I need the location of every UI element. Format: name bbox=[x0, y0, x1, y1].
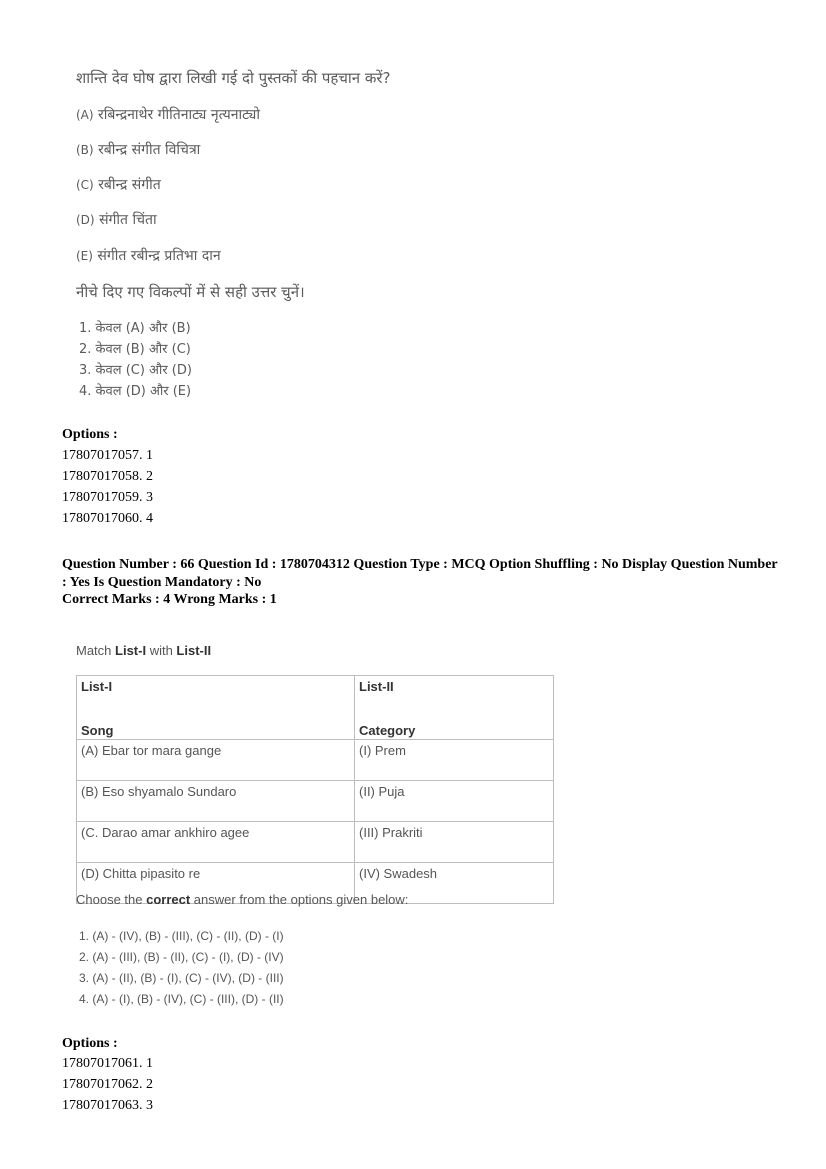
option-id: 17807017058. 2 bbox=[62, 469, 153, 484]
instruction-bold: correct bbox=[146, 892, 191, 907]
table-row bbox=[77, 781, 554, 822]
statement-text: संगीत चिंता bbox=[99, 212, 157, 228]
question-info: Question Number : 66 Question Id : 1780704312 Question Type : MCQ Option Shuffling : No Display Question Number : Yes Is Question Mandatory : No bbox=[62, 557, 778, 590]
table-subheader-cell: Category bbox=[355, 716, 554, 740]
answer-choice: 3. (A) - (II), (B) - (I), (C) - (IV), (D) - (III) bbox=[79, 971, 284, 985]
table-header-cell: List-I bbox=[77, 676, 355, 717]
table-cell: (II) Puja bbox=[355, 781, 554, 822]
statement-e bbox=[76, 246, 221, 265]
statement-a bbox=[76, 105, 260, 124]
question-1-instruction: नीचे दिए गए विकल्पों में से सही उत्तर चुनें। bbox=[76, 283, 305, 301]
statement-b bbox=[76, 140, 200, 159]
table-header-cell: List-II bbox=[355, 676, 554, 717]
option-id: 17807017061. 1 bbox=[62, 1056, 153, 1071]
answer-choice: 4. (A) - (I), (B) - (IV), (C) - (III), (D) - (II) bbox=[79, 992, 284, 1006]
table-cell: (III) Prakriti bbox=[355, 822, 554, 863]
title-mid: with bbox=[146, 643, 177, 658]
option-id: 17807017063. 3 bbox=[62, 1098, 153, 1113]
question-1-title: शान्ति देव घोष द्वारा लिखी गई दो पुस्तकों की पहचान करें? bbox=[76, 69, 391, 87]
table-cell: (B) Eso shyamalo Sundaro bbox=[77, 781, 355, 822]
answer-choice: 2. (A) - (III), (B) - (II), (C) - (I), (D) - (IV) bbox=[79, 950, 284, 964]
table-cell: (C. Darao amar ankhiro agee bbox=[77, 822, 355, 863]
table-row bbox=[77, 740, 554, 781]
table-row bbox=[77, 822, 554, 863]
answer-choice: 1. केवल (A) और (B) bbox=[79, 321, 191, 336]
statement-text: रबीन्द्र संगीत bbox=[98, 177, 161, 193]
question-meta bbox=[62, 556, 782, 609]
statement-text: संगीत रबीन्द्र प्रतिभा दान bbox=[97, 248, 221, 264]
question-2-instruction bbox=[76, 892, 408, 907]
option-id: 17807017060. 4 bbox=[62, 511, 153, 526]
match-table bbox=[76, 675, 554, 904]
table-cell: (D) Chitta pipasito re bbox=[77, 863, 355, 904]
options-label: Options : bbox=[62, 1036, 118, 1051]
statement-tag: (E) bbox=[76, 249, 93, 263]
statement-tag: (A) bbox=[76, 108, 94, 122]
title-list2: List-II bbox=[176, 643, 212, 658]
answer-choice: 3. केवल (C) और (D) bbox=[79, 363, 192, 378]
answer-choice: 1. (A) - (IV), (B) - (III), (C) - (II), (D) - (I) bbox=[79, 929, 284, 943]
statement-c bbox=[76, 175, 161, 194]
option-id: 17807017059. 3 bbox=[62, 490, 153, 505]
answer-choice: 2. केवल (B) और (C) bbox=[79, 342, 191, 357]
table-header-row bbox=[77, 676, 554, 717]
question-2-title bbox=[76, 643, 211, 658]
title-list1: List-I bbox=[115, 643, 147, 658]
option-id: 17807017057. 1 bbox=[62, 448, 153, 463]
instruction-prefix: Choose the bbox=[76, 892, 147, 907]
statement-tag: (D) bbox=[76, 213, 95, 227]
table-subheader-cell: Song bbox=[77, 716, 355, 740]
question-marks: Correct Marks : 4 Wrong Marks : 1 bbox=[62, 592, 277, 607]
table-cell: (IV) Swadesh bbox=[355, 863, 554, 904]
option-id: 17807017062. 2 bbox=[62, 1077, 153, 1092]
title-prefix: Match bbox=[76, 643, 116, 658]
table-cell: (A) Ebar tor mara gange bbox=[77, 740, 355, 781]
options-label: Options : bbox=[62, 427, 118, 442]
statement-text: रबिन्द्रनाथेर गीतिनाट्य नृत्यनाट्यो bbox=[98, 107, 261, 123]
statement-text: रबीन्द्र संगीत विचित्रा bbox=[98, 142, 201, 158]
statement-tag: (B) bbox=[76, 143, 94, 157]
table-cell: (I) Prem bbox=[355, 740, 554, 781]
instruction-suffix: answer from the options given below: bbox=[190, 892, 409, 907]
table-subheader-row bbox=[77, 716, 554, 740]
answer-choice: 4. केवल (D) और (E) bbox=[79, 384, 192, 399]
statement-d bbox=[76, 210, 157, 229]
statement-tag: (C) bbox=[76, 178, 94, 192]
